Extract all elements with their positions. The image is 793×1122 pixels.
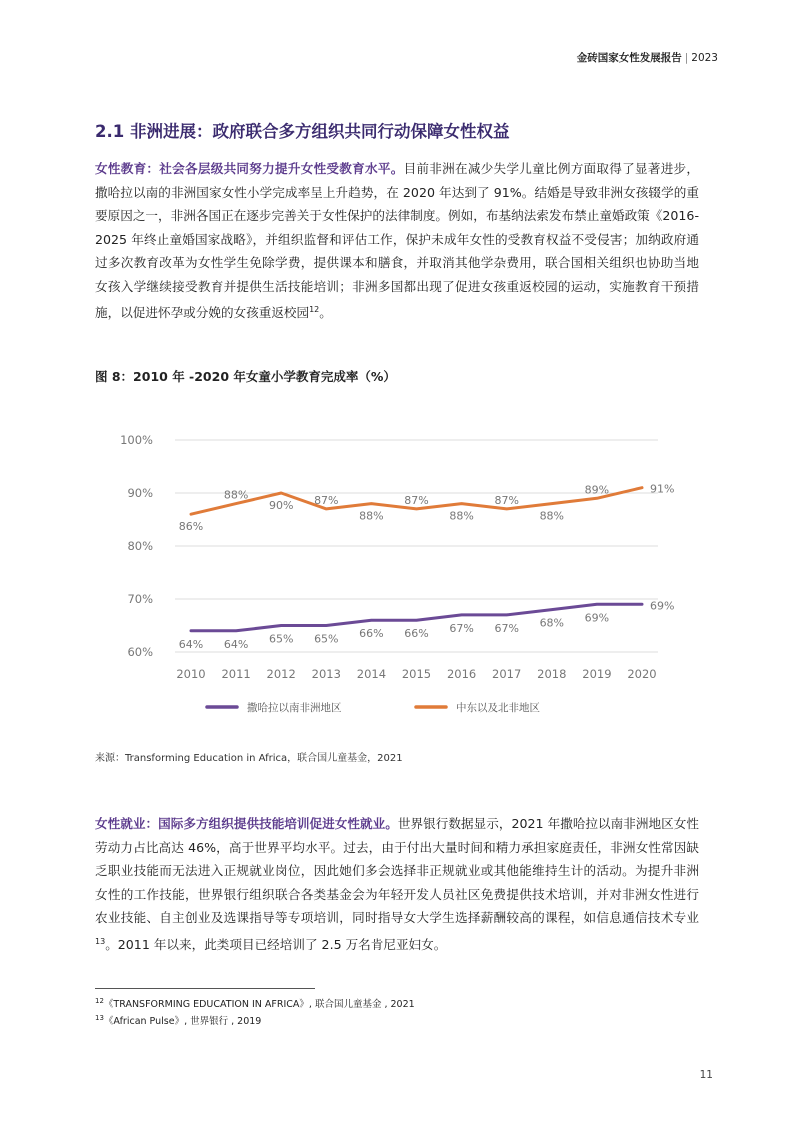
data-label: 67% <box>449 621 474 635</box>
data-label: 90% <box>268 499 294 512</box>
data-label: 87% <box>494 493 519 507</box>
x-tick-label: 2017 <box>492 667 522 681</box>
data-label: 88% <box>359 509 384 523</box>
header-separator: | <box>684 52 689 64</box>
footnote-number: 12 <box>95 996 104 1005</box>
section-title: 2.1 非洲进展：政府联合多方组织共同行动保障女性权益 <box>95 122 510 141</box>
data-label: 67% <box>494 621 519 635</box>
data-label: 68% <box>539 616 565 630</box>
y-tick-label: 80% <box>127 539 153 553</box>
data-label: 64% <box>223 637 249 651</box>
y-tick-label: 90% <box>127 486 153 500</box>
x-tick-label: 2010 <box>176 667 206 681</box>
paragraph-end: 。 <box>319 305 332 321</box>
data-label: 65% <box>314 632 339 646</box>
data-label: 69% <box>650 599 675 613</box>
data-label: 65% <box>268 632 294 646</box>
paragraph-lead: 女性教育：社会各层级共同努力提升女性受教育水平。 <box>95 161 404 176</box>
report-year: 2023 <box>691 52 718 64</box>
data-label: 86% <box>178 520 204 534</box>
data-label: 87% <box>314 493 339 507</box>
x-tick-label: 2020 <box>627 667 657 681</box>
figure-source: 来源：Transforming Education in Africa，联合国儿童基金，2021 <box>95 753 403 764</box>
legend-label: 中东以及北非地区 <box>456 702 540 714</box>
paragraph-body: 世界银行数据显示，2021 年撒哈拉以南非洲地区女性劳动力占比高达 46%，高于世界平均水平。过去，由于付出大量时间和精力承担家庭责任，非洲女性常因缺乏职业技能而无法进入正规就业岗位，因此她们多会选择非正规就业或其他能维持生计的活动。为提升非洲女性的工作技能，世界银行组织联合各类基金会为年轻开发人员社区免费提供技术培训，并对非洲女性进行农业技能、自主创业及选课指导等专项培训，同时指导女大学生选择薪酬较高的课程，如信息通信技术专业 <box>95 816 699 925</box>
data-label: 66% <box>404 627 429 641</box>
footnote-text: 《African Pulse》, 世界银行 , 2019 <box>103 1016 262 1027</box>
y-tick-label: 70% <box>127 592 153 606</box>
legend-label: 撒哈拉以南非洲地区 <box>247 702 342 714</box>
x-tick-label: 2014 <box>356 667 387 681</box>
running-header <box>577 50 718 65</box>
data-label: 66% <box>359 627 384 641</box>
data-label: 88% <box>223 488 249 502</box>
data-label: 87% <box>404 493 429 507</box>
x-tick-label: 2019 <box>582 667 612 681</box>
data-label: 69% <box>584 611 610 625</box>
paragraph-body: 目前非洲在减少失学儿童比例方面取得了显著进步，撒哈拉以南的非洲国家女性小学完成率呈上升趋势，在 2020 年达到了 91%。结婚是导致非洲女孩辍学的重要原因之一，非洲各国正在逐步完善关于女性保护的法律制度。例如，布基纳法索发布禁止童婚政策《2016-2025 年终止童婚国家战略》，并组织监督和评估工作，保护未成年女性的受教育权益不受侵害；加纳政府通过多次教育改革为女性学生免除学费，提供课本和膳食，并取消其他学杂费用，联合国相关组织也协助当地女孩入学继续接受教育并提供生活技能培训；非洲多国都出现了促进女孩重返校园的运动，实施教育干预措施，以促进怀孕或分娩的女孩重返校园 <box>95 161 700 321</box>
data-label: 89% <box>584 483 610 497</box>
report-title: 金砖国家女性发展报告 <box>576 52 682 64</box>
footnote-13 <box>95 1013 261 1027</box>
line-chart <box>95 420 695 730</box>
x-tick-label: 2018 <box>537 667 567 681</box>
x-tick-label: 2011 <box>221 667 251 681</box>
footnote-12 <box>95 996 415 1010</box>
footnote-divider <box>95 988 315 989</box>
paragraph-lead: 女性就业：国际多方组织提供技能培训促进女性就业。 <box>95 816 398 831</box>
figure-title: 图 8：2010 年 -2020 年女童小学教育完成率（%） <box>95 369 396 384</box>
footnote-text: 《TRANSFORMING EDUCATION IN AFRICA》, 联合国儿童基金 , 2021 <box>103 999 415 1010</box>
data-label: 88% <box>539 509 565 523</box>
x-tick-label: 2013 <box>311 667 341 681</box>
y-tick-label: 60% <box>127 645 153 659</box>
y-tick-label: 100% <box>120 433 153 447</box>
paragraph-education <box>95 157 699 325</box>
data-label: 91% <box>650 482 675 496</box>
x-tick-label: 2015 <box>401 667 432 681</box>
x-tick-label: 2016 <box>446 667 477 681</box>
x-tick-label: 2012 <box>266 667 296 681</box>
data-label: 64% <box>178 637 204 651</box>
footnote-number: 13 <box>95 1013 104 1022</box>
footnote-ref[interactable]: 13 <box>95 936 106 946</box>
page-number: 11 <box>699 1069 713 1081</box>
footnote-ref[interactable]: 12 <box>309 305 320 314</box>
paragraph-employment <box>95 812 699 956</box>
data-label: 88% <box>449 509 474 523</box>
paragraph-end: 。2011 年以来，此类项目已经培训了 2.5 万名肯尼亚妇女。 <box>105 936 447 952</box>
